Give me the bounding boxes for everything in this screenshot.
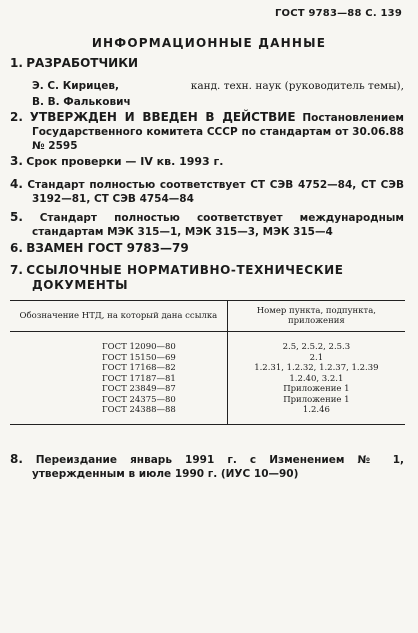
- section-6-heading: ВЗАМЕН ГОСТ 9783—79: [26, 241, 189, 255]
- table-row: [10, 353, 405, 364]
- table-header-document: Обозначение НТД, на который дана ссылка: [10, 301, 227, 332]
- table-cell-clause: 2.1: [309, 352, 324, 363]
- section-7: [10, 263, 404, 293]
- section-2-number: 2.: [10, 110, 23, 124]
- section-3: [10, 154, 404, 169]
- table-row: [10, 384, 405, 395]
- section-7-heading: ССЫЛОЧНЫЕ НОРМАТИВНО-ТЕХНИЧЕСКИЕ ДОКУМЕНТЫ: [26, 263, 344, 292]
- table-cell-document: ГОСТ 12090—80: [10, 342, 227, 353]
- section-4-number: 4.: [10, 177, 23, 191]
- section-2-text: Постановлением Государственного комитета СССР по стандартам от 30.06.88 № 2595: [32, 112, 404, 152]
- section-5-text: Стандарт полностью соответствует международным стандартам МЭК 315—1, МЭК 315—3, МЭК 315—4: [32, 212, 404, 238]
- table-row: [10, 363, 405, 374]
- table-cell-clause: 1.2.46: [227, 405, 405, 424]
- table-cell-document: ГОСТ 17187—81: [10, 374, 227, 385]
- table-cell-clause: Приложение 1: [283, 394, 350, 405]
- table-cell-document: ГОСТ 24375—80: [10, 395, 227, 406]
- section-6-number: 6.: [10, 241, 23, 255]
- table-cell-clause: 2.5, 2.5.2, 2.5.3: [282, 342, 351, 352]
- table-cell-document: ГОСТ 15150—69: [10, 353, 227, 364]
- developer-name-1: Э. С. Кирицев,: [32, 80, 120, 92]
- table-cell-clause: Приложение 1: [283, 384, 350, 394]
- section-8: [10, 452, 404, 481]
- section-3-number: 3.: [10, 154, 23, 168]
- section-5-number: 5.: [10, 210, 23, 224]
- table-cell-document: ГОСТ 24388—88: [10, 405, 227, 424]
- section-4: [10, 177, 404, 206]
- developer-name-2: В. В. Фалькович: [32, 96, 131, 108]
- developer-1-role: канд. техн. наук (руководитель темы),: [190, 80, 404, 92]
- table-row: [10, 395, 405, 406]
- table-row: [10, 374, 405, 385]
- section-5: [10, 210, 404, 239]
- section-2-heading: УТВЕРЖДЕН И ВВЕДЕН В ДЕЙСТВИЕ: [29, 110, 296, 124]
- table-row: [10, 342, 405, 353]
- section-4-text: Стандарт полностью соответствует СТ СЭВ 4752—84, СТ СЭВ 3192—81, СТ СЭВ 4754—84: [27, 179, 405, 205]
- table-header-clause: Номер пункта, подпункта, приложения: [227, 301, 405, 332]
- page-header-reference: ГОСТ 9783—88 С. 139: [274, 8, 402, 19]
- section-2: [10, 110, 404, 153]
- table-cell-document: ГОСТ 17168—82: [10, 363, 227, 374]
- section-7-number: 7.: [10, 263, 23, 277]
- table-cell-clause: 1.2.40, 3.2.1: [289, 373, 344, 384]
- table-header-row: [10, 301, 405, 332]
- section-1-heading: РАЗРАБОТЧИКИ: [26, 56, 139, 70]
- section-1-line-1: [10, 79, 404, 93]
- section-3-text: Срок проверки — IV кв. 1993 г.: [26, 155, 224, 168]
- table-cell-clause: 1.2.31, 1.2.32, 1.2.37, 1.2.39: [254, 363, 379, 373]
- section-1-number: 1.: [10, 56, 23, 70]
- section-8-number: 8.: [10, 452, 23, 466]
- table-cell-document: ГОСТ 23849—87: [10, 384, 227, 395]
- table-row: [10, 405, 405, 424]
- page-title: ИНФОРМАЦИОННЫЕ ДАННЫЕ: [91, 36, 327, 50]
- section-1: [10, 56, 404, 109]
- section-6: [10, 241, 404, 256]
- reference-documents-table: [10, 300, 405, 425]
- section-8-text: Переиздание январь 1991 г. с Изменением № 1, утвержденным в июле 1990 г. (ИУС 10—90): [32, 454, 404, 480]
